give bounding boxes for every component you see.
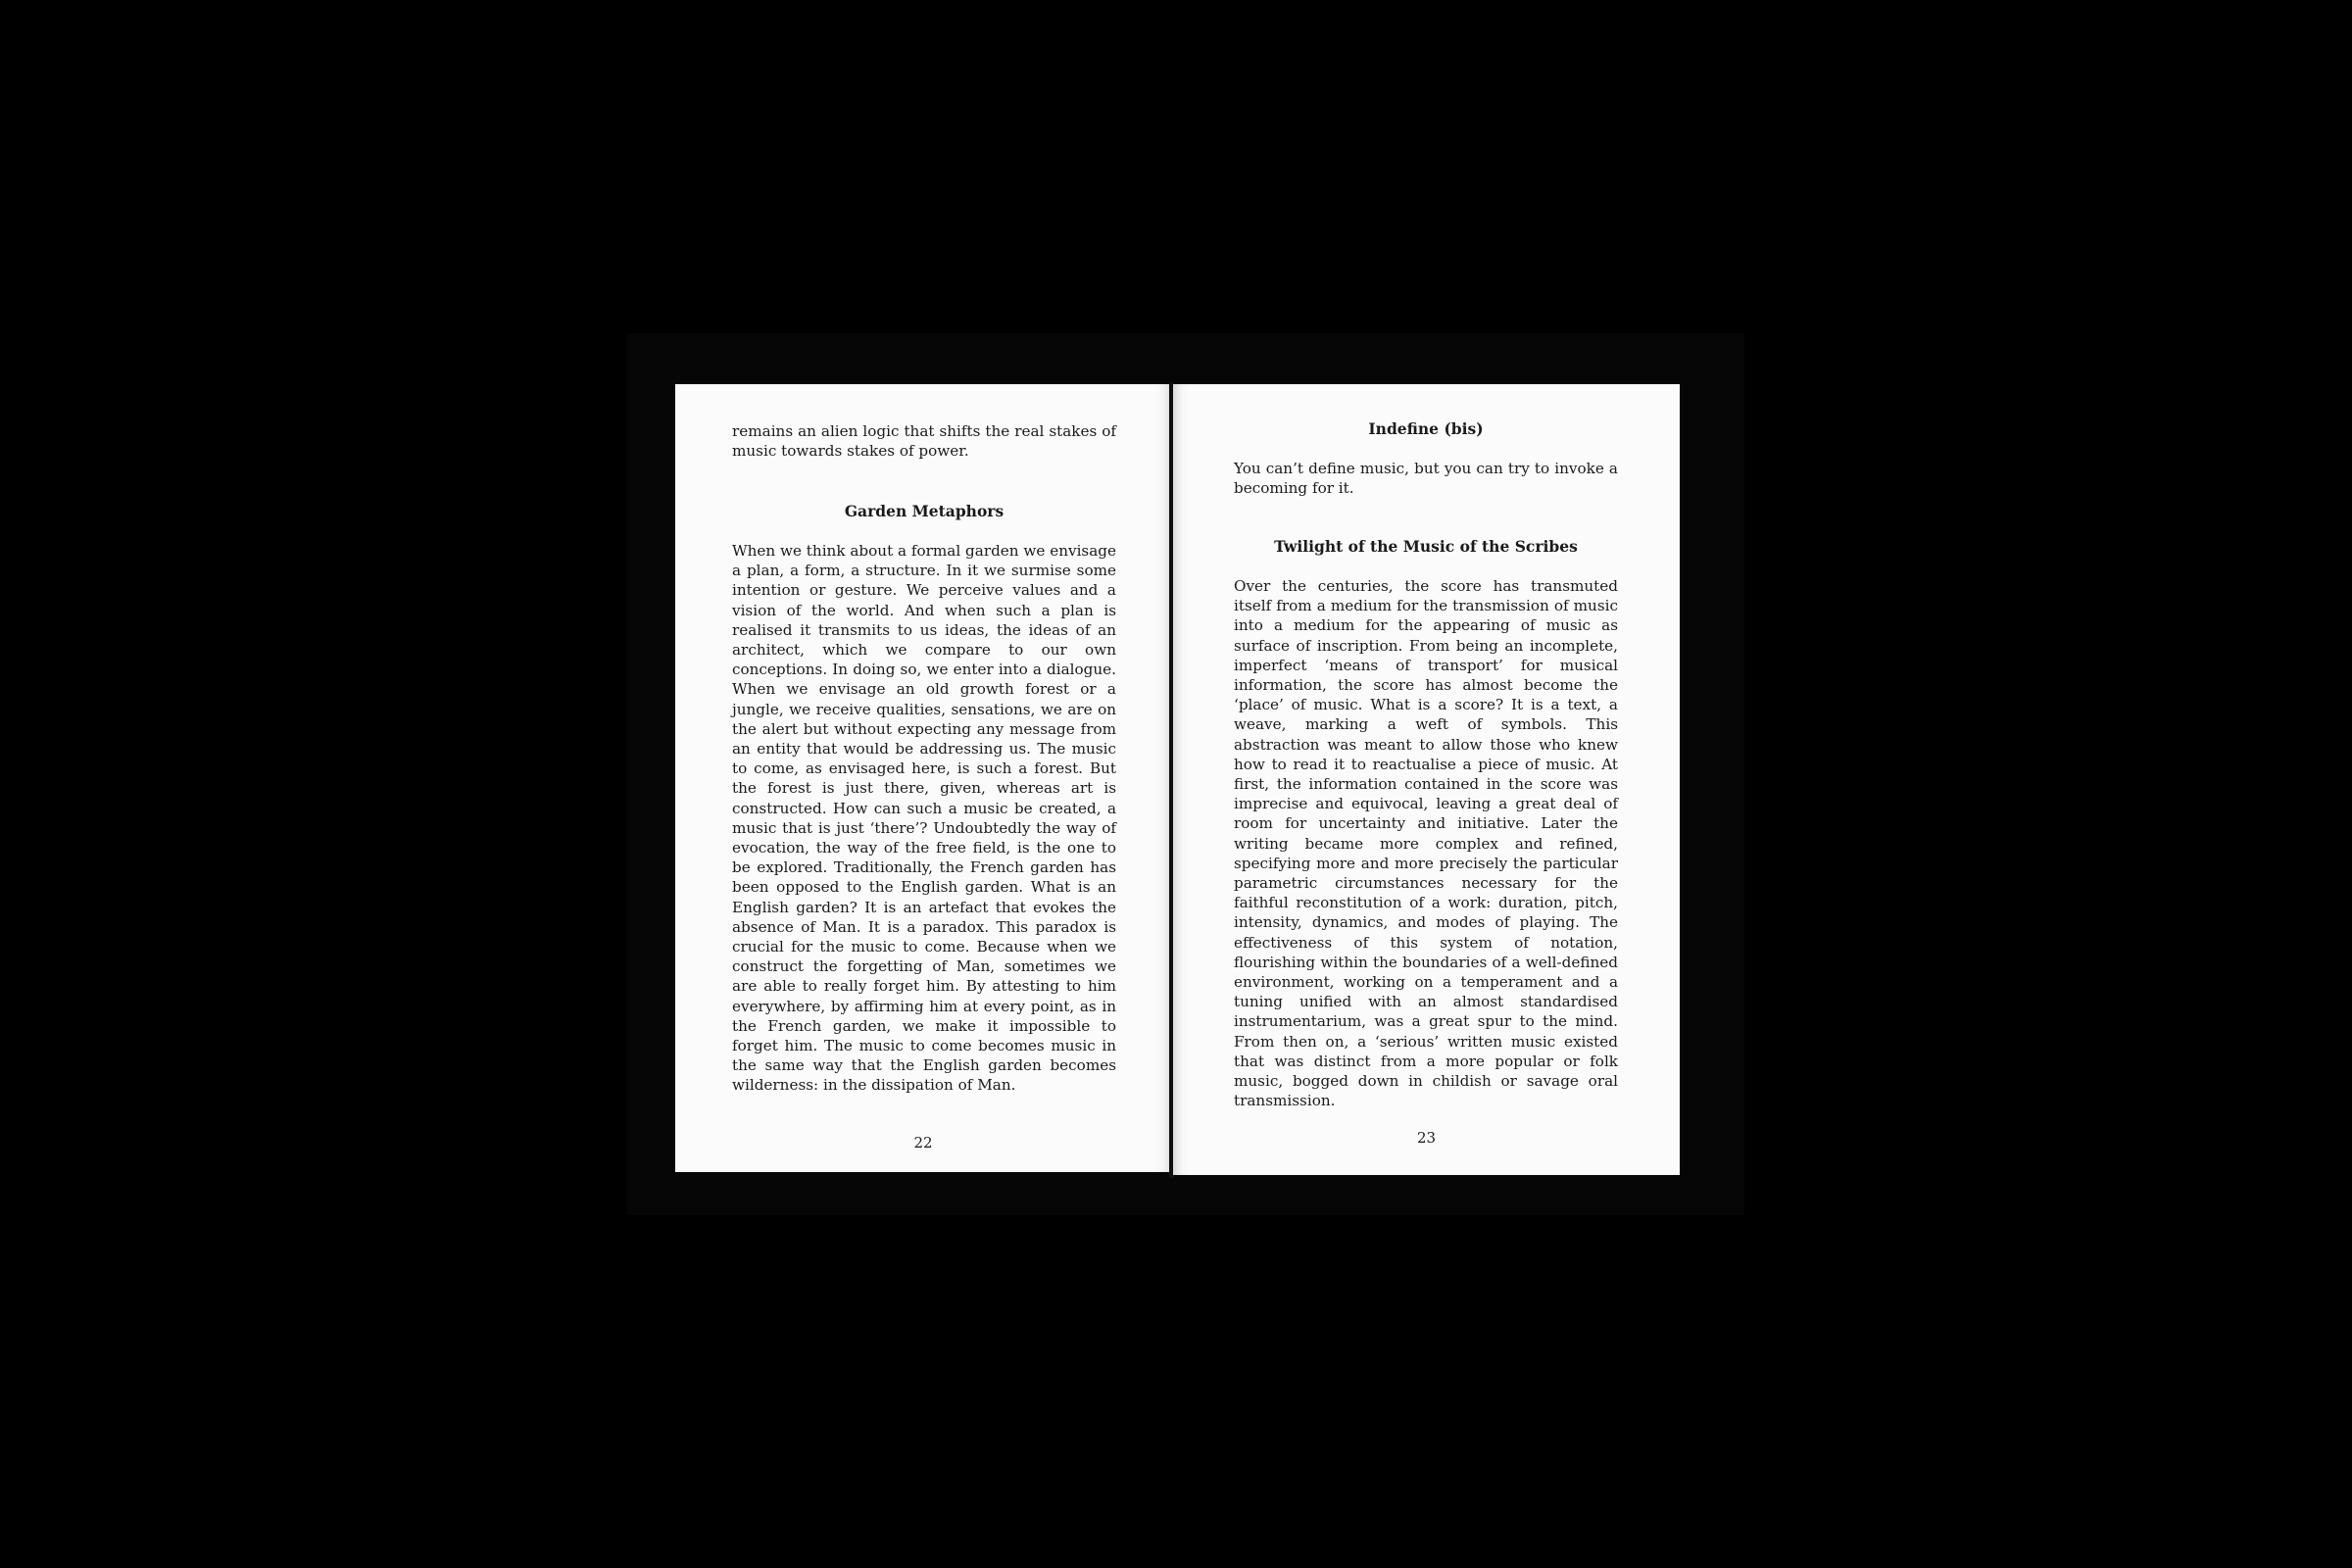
- left-page: [675, 384, 1171, 1172]
- carryover-paragraph: remains an alien logic that shifts the real stakes of music towards stakes of power.: [732, 422, 1116, 461]
- page-number-left: 22: [913, 1134, 933, 1152]
- garden-metaphors-body: When we think about a formal garden we envisage a plan, a form, a structure. In it we surmise some intention or gesture. We perceive values and a vision of the world. And when such a plan is realised it transmits to us ideas, the ideas of an architect, which we compare to our own conceptions. In doing so, we enter into a dialogue. When we envisage an old growth forest or a jungle, we receive qualities, sensations, we are on the alert but without expecting any message from an entity that would be addressing us. The music to come, as envisaged here, is such a forest. But the forest is just there, given, whereas art is constructed. How can such a music be created, a music that is just ‘there’? Undoubtedly the way of evocation, the way of the free field, is the one to be explored. Traditionally, the French garden has been opposed to the English garden. What is an English garden? It is an artefact that evokes the absence of Man. It is a paradox. This paradox is crucial for the music to come. Because when we construct the forgetting of Man, sometimes we are able to really forget him. By attesting to him everywhere, by affirming him at every point, as in the French garden, we make it impossible to forget him. The music to come becomes music in the same way that the English garden becomes wilderness: in the dissipation of Man.: [732, 542, 1116, 1095]
- section-heading-garden-metaphors: Garden Metaphors: [844, 502, 1004, 520]
- twilight-body: Over the centuries, the score has transmuted itself from a medium for the transmission of music into a medium for the appearing of music as surface of inscription. From being an incomplete, imperfect ‘means of transport’ for musical information, the score has almost become the ‘place’ of music. What is a score? It is a text, a weave, marking a weft of symbols. This abstraction was meant to allow those who knew how to read it to reactualise a piece of music. At first, the information contained in the score was imprecise and equivocal, leaving a great deal of room for uncertainty and initiative. Later the writing became more complex and refined, specifying more and more precisely the particular parametric circumstances necessary for the faithful reconstitution of a work: duration, pitch, intensity, dynamics, and modes of playing. The effectiveness of this system of notation, flourishing within the boundaries of a well-defined environment, working on a temperament and a tuning unified with an almost standardised instrumentarium, was a great spur to the mind. From then on, a ‘serious’ written music existed that was distinct from a more popular or folk music, bogged down in childish or savage oral transmission.: [1234, 577, 1618, 1110]
- right-page: [1173, 384, 1680, 1175]
- section-heading-indefine: Indefine (bis): [1368, 419, 1484, 438]
- section-heading-twilight: Twilight of the Music of the Scribes: [1274, 537, 1578, 556]
- indefine-body: You can’t define music, but you can try to invoke a becoming for it.: [1234, 460, 1618, 498]
- page-number-right: 23: [1416, 1129, 1437, 1147]
